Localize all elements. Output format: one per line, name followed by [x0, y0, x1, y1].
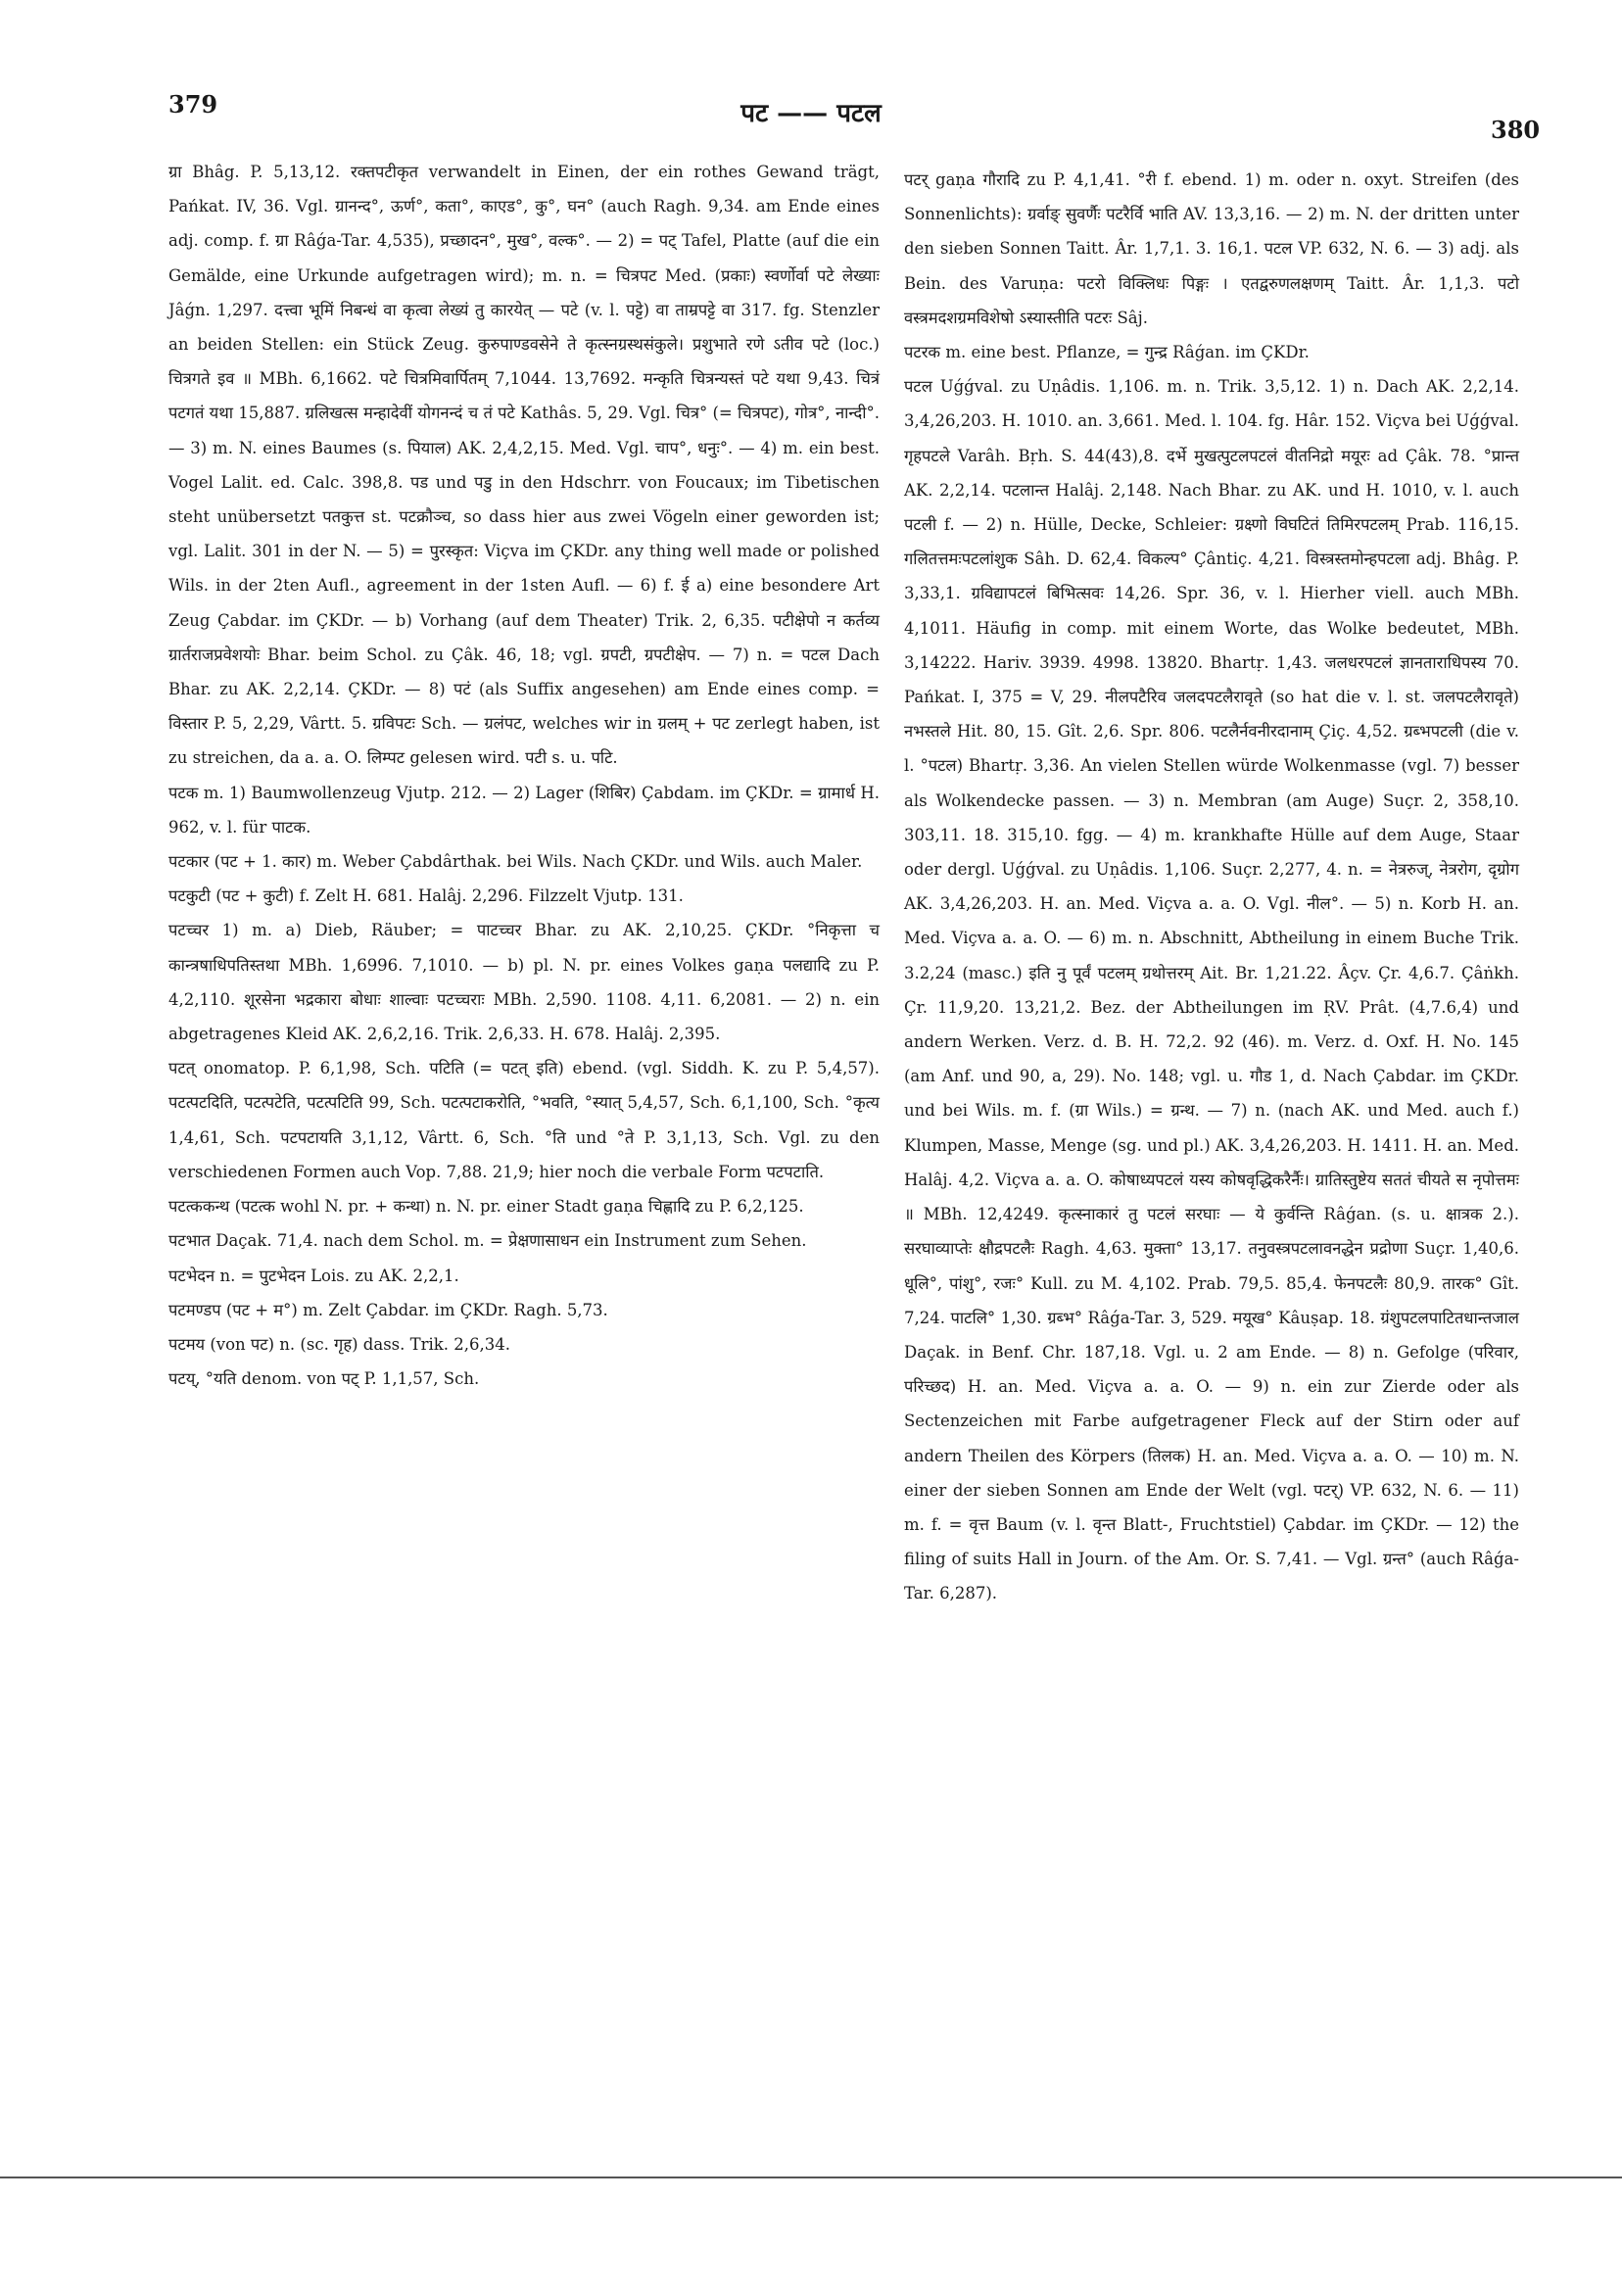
page-number-right: 380 [1491, 116, 1541, 144]
entry-patat: पटत् onomatop. P. 6,1,98, Sch. पटिति (= पटत् इति) ebend. (vgl. Siddh. K. zu P. 5,4,57). पटत्पटदिति, पटत्पटेति, पटत्पटिति 99, Sch. पटत्पटाकरोति, °भवति, °स्यात् 5,4,57, Sch. 6,1,100, Sch. °कृत्य 1,4,61, Sch. पटपटायति 3,1,12, Vârtt. 6, Sch. °ति und °ते P. 3,1,13, Sch. Vgl. zu den verschiedenen Formen auch Vop. 7,88. 21,9; hier noch die verbale Form पटपटाति. [168, 1059, 880, 1181]
entry-patakuti: पटकुटी (पट + कुटी) f. Zelt H. 681. Halâj. 2,296. Filzzelt Vjutp. 131. [168, 886, 684, 906]
footer-rule [0, 2176, 1622, 2178]
entry-pataraka: पटरक m. eine best. Pflanze, = गुन्द्र Râǵan. im ÇKDr. [904, 343, 1310, 362]
entry-patamandapa: पटमण्डप (पट + म°) m. Zelt Çabdar. im ÇKDr. Ragh. 5,73. [168, 1300, 608, 1319]
entry-patatkakantha: पटत्ककन्थ (पटत्क wohl N. pr. + कन्था) n. N. pr. einer Stadt gaṇa चिह्णादि zu P. 6,2,125. [168, 1197, 804, 1217]
page-header: पट —— पटल [740, 99, 882, 128]
entry-patabhedana: पटभेदन n. = पुटभेदन Lois. zu AK. 2,2,1. [168, 1266, 459, 1285]
left-column [168, 155, 880, 1396]
entry-pataya: पटय्, °यति denom. von पट् P. 1,1,57, Sch. [168, 1369, 480, 1389]
entry-patara: पटर् gaṇa गौरादि zu P. 4,1,41. °री f. ebend. 1) m. oder n. oxyt. Streifen (des Sonnenlichts): ग्रर्वाङ् सुवर्णैः पटरैर्वि भाति AV. 13,3,16. — 2) m. N. der dritten unter den sieben Sonnen Taitt. Âr. 1,7,1. 3. 16,1. पटल VP. 632, N. 6. — 3) adj. als Bein. des Varuṇa: पटरो विक्लिधः पिङ्गः । एतद्वरुणलक्षणम् Taitt. Âr. 1,1,3. पटो वस्त्रमदशग्रमविशेषो ऽस्यास्तीति पटरः Sâj. [904, 170, 1519, 327]
entry-pataka: पटक m. 1) Baumwollenzeug Vjutp. 212. — 2) Lager (शिबिर) Çabdam. im ÇKDr. = ग्रामार्ध H. 962, v. l. für पाटक. [168, 783, 880, 837]
right-column [904, 163, 1519, 1611]
entry-patakara: पटकार (पट + 1. कार) m. Weber Çabdârthak. bei Wils. Nach ÇKDr. und Wils. auch Maler. [168, 852, 863, 872]
entry-patabhata: पटभात Daçak. 71,4. nach dem Schol. m. = प्रेक्षणासाधन ein Instrument zum Sehen. [168, 1231, 807, 1251]
page-number-left: 379 [168, 90, 218, 119]
entry-pata-continued: ग्रा Bhâg. P. 5,13,12. रक्तपटीकृत verwandelt in Einen, der ein rothes Gewand trägt, Pańkat. IV, 36. Vgl. ग्रानन्द°, ऊर्ण°, कता°, काएड°, कु°, घन° (auch Ragh. 9,34. am Ende eines adj. comp. f. ग्रा Râǵa-Tar. 4,535), प्रच्छादन°, मुख°, वल्क°. — 2) = पट् Tafel, Platte (auf die ein Gemälde, eine Urkunde aufgetragen wird); m. n. = चित्रपट Med. (प्रकाः) स्वर्णोर्वा पटे लेख्याः Jâǵn. 1,297. दत्त्वा भूमिं निबन्धं वा कृत्वा लेख्यं तु कारयेत् — पटे (v. l. पट्टे) वा ताम्रपट्टे वा 317. fg. Stenzler an beiden Stellen: ein Stück Zeug. कुरुपाण्डवसेने ते कृत्स्नग्रस्थसंकुले। प्रशुभाते रणे ऽतीव पटे (loc.) चित्रगते इव ॥ MBh. 6,1662. पटे चित्रमिवार्पितम् 7,1044. 13,7692. मन्कृति चित्रन्यस्तं पटे यथा 9,43. चित्रं पटगतं यथा 15,887. ग्रलिखत्स मन्हादेवीं योगनन्दं च तं पटे Kathâs. 5, 29. Vgl. चित्र° (= चित्रपट), गोत्र°, नान्दी°. — 3) m. N. eines Baumes (s. पियाल) AK. 2,4,2,15. Med. Vgl. चाप°, धनुः°. — 4) m. ein best. Vogel Lalit. ed. Calc. 398,8. पड und पडु in den Hdschrr. von Foucaux; im Tibetischen steht unübersetzt पतकुत्त st. पटक्रौञ्च, so dass hier aus zwei Vögeln einer geworden ist; vgl. Lalit. 301 in der N. — 5) = पुरस्कृत: Viçva im ÇKDr. any thing well made or polished Wils. in der 2ten Aufl., agreement in der 1sten Aufl. — 6) f. ई a) eine besondere Art Zeug Çabdar. im ÇKDr. — b) Vorhang (auf dem Theater) Trik. 2, 6,35. पटीक्षेपो न कर्तव्य ग्रार्तराजप्रवेशयोः Bhar. beim Schol. zu Çâk. 46, 18; vgl. ग्रपटी, ग्रपटीक्षेप. — 7) n. = पटल Dach Bhar. zu AK. 2,2,14. ÇKDr. — 8) पटं (als Suffix angesehen) am Ende eines comp. = विस्तार P. 5, 2,29, Vârtt. 5. ग्रविपटः Sch. — ग्रलंपट, welches wir in ग्रलम् + पट zerlegt haben, ist zu streichen, da a. a. O. लिम्पट gelesen wird. पटी s. u. पटि. [168, 163, 880, 768]
entry-patamaya: पटमय (von पट) n. (sc. गृह) dass. Trik. 2,6,34. [168, 1334, 510, 1354]
entry-patala: पटल Uǵǵval. zu Uṇâdis. 1,106. m. n. Trik. 3,5,12. 1) n. Dach AK. 2,2,14. 3,4,26,203. H. 1010. an. 3,661. Med. l. 104. fg. Hâr. 152. Viçva bei Uǵǵval. गृहपटले Varâh. Bṛh. S. 44(43),8. दर्भे मुखत्पुटलपटलं वीतनिद्रो मयूरः ad Çâk. 78. °प्रान्त AK. 2,2,14. पटलान्त Halâj. 2,148. Nach Bhar. zu AK. und H. 1010, v. l. auch पटली f. — 2) n. Hülle, Decke, Schleier: ग्रक्ष्णो विघटितं तिमिरपटलम् Prab. 116,15. गलितत्तमःपटलांशुक Sâh. D. 62,4. विकल्प° Çântiç. 4,21. विस्त्रस्तमोन्हपटला adj. Bhâg. P. 3,33,1. ग्रविद्यापटलं बिभित्सवः 14,26. Spr. 36, v. l. Hierher viell. auch MBh. 4,1011. Häufig in comp. mit einem Worte, das Wolke bedeutet, MBh. 3,14222. Hariv. 3939. 4998. 13820. Bhartṛ. 1,43. जलधरपटलं ज्ञानताराधिपस्य 70. Pańkat. I, 375 = V, 29. नीलपटैरिव जलदपटलैरावृते (so hat die v. l. st. जलपटलैरावृते) नभस्तले Hit. 80, 15. Gît. 2,6. Spr. 806. पटलैर्नवनीरदानाम् Çiç. 4,52. ग्रब्भपटली (die v. l. °पटल) Bhartṛ. 3,36. An vielen Stellen würde Wolkenmasse (vgl. 7) besser als Wolkendecke passen. — 3) n. Membran (am Auge) Suçr. 2, 358,10. 303,11. 18. 315,10. fgg. — 4) m. krankhafte Hülle auf dem Auge, Staar oder dergl. Uǵǵval. zu Uṇâdis. 1,106. Suçr. 2,277, 4. n. = नेत्ररुज्, नेत्ररोग, दृग्रोग AK. 3,4,26,203. H. an. Med. Viçva a. a. O. Vgl. नील°. — 5) n. Korb H. an. Med. Viçva a. a. O. — 6) m. n. Abschnitt, Abtheilung in einem Buche Trik. 3.2,24 (masc.) इति नु पूर्वं पटलम् ग्रथोत्तरम् Ait. Br. 1,21.22. Âçv. Çr. 4,6.7. Çâṅkh. Çr. 11,9,20. 13,21,2. Bez. der Abtheilungen im ṚV. Prât. (4,7.6,4) und andern Werken. Verz. d. B. H. 72,2. 92 (46). m. Verz. d. Oxf. H. No. 145 (am Anf. und 90, a, 29). No. 148; vgl. u. गौड 1, d. Nach Çabdar. im ÇKDr. und bei Wils. m. f. (ग्रा Wils.) = ग्रन्थ. — 7) n. (nach AK. und Med. auch f.) Klumpen, Masse, Menge (sg. und pl.) AK. 3,4,26,203. H. 1411. H. an. Med. Halâj. 4,2. Viçva a. a. O. कोषाध्यपटलं यस्य कोषवृद्धिकरैर्नैः। ग्रातिस्तुष्टेय सततं चीयते स नृपोत्तमः ॥ MBh. 12,4249. कृत्स्नाकारं तु पटलं सरघाः — ये कुर्वन्ति Râǵan. (s. u. क्षात्रक 2.). सरघाव्याप्तेः क्षौद्रपटलैः Ragh. 4,63. मुक्ता° 13,17. तनुवस्त्रपटलावनद्धेन प्रद्रोणा Suçr. 1,40,6. धूलि°, पांशु°, रजः° Kull. zu M. 4,102. Prab. 79,5. 85,4. फेनपटलैः 80,9. तारक° Gît. 7,24. पाटलि° 1,30. ग्रब्भ° Râǵa-Tar. 3, 529. मयूख° Kâuṣap. 18. ग्रंशुपटलपाटितधान्तजाल Daçak. in Benf. Chr. 187,18. Vgl. u. 2 am Ende. — 8) n. Gefolge (परिवार, परिच्छद) H. an. Med. Viçva a. a. O. — 9) n. ein zur Zierde oder als Sectenzeichen mit Farbe aufgetragener Fleck auf der Stirn oder auf andern Theilen des Körpers (तिलक) H. an. Med. Viçva a. a. O. — 10) m. N. einer der sieben Sonnen am Ende der Welt (vgl. पटर्) VP. 632, N. 6. — 11) m. f. = वृत्त Baum (v. l. वृन्त Blatt-, Fruchtstiel) Çabdar. im ÇKDr. — 12) the filing of suits Hall in Journ. of the Am. Or. S. 7,41. — Vgl. ग्रन्त° (auch Râǵa-Tar. 6,287). [904, 377, 1519, 1603]
entry-patachchara: पटच्चर 1) m. a) Dieb, Räuber; = पाटच्चर Bhar. zu AK. 2,10,25. ÇKDr. °निकृत्ता च कान्त्रषाधिपतिस्तथा MBh. 1,6996. 7,1010. — b) pl. N. pr. eines Volkes gaṇa पलद्यादि zu P. 4,2,110. शूरसेना भद्रकारा बोधाः शाल्वाः पटच्चराः MBh. 2,590. 1108. 4,11. 6,2081. — 2) n. ein abgetragenes Kleid AK. 2,6,2,16. Trik. 2,6,33. H. 678. Halâj. 2,395. [168, 921, 880, 1044]
